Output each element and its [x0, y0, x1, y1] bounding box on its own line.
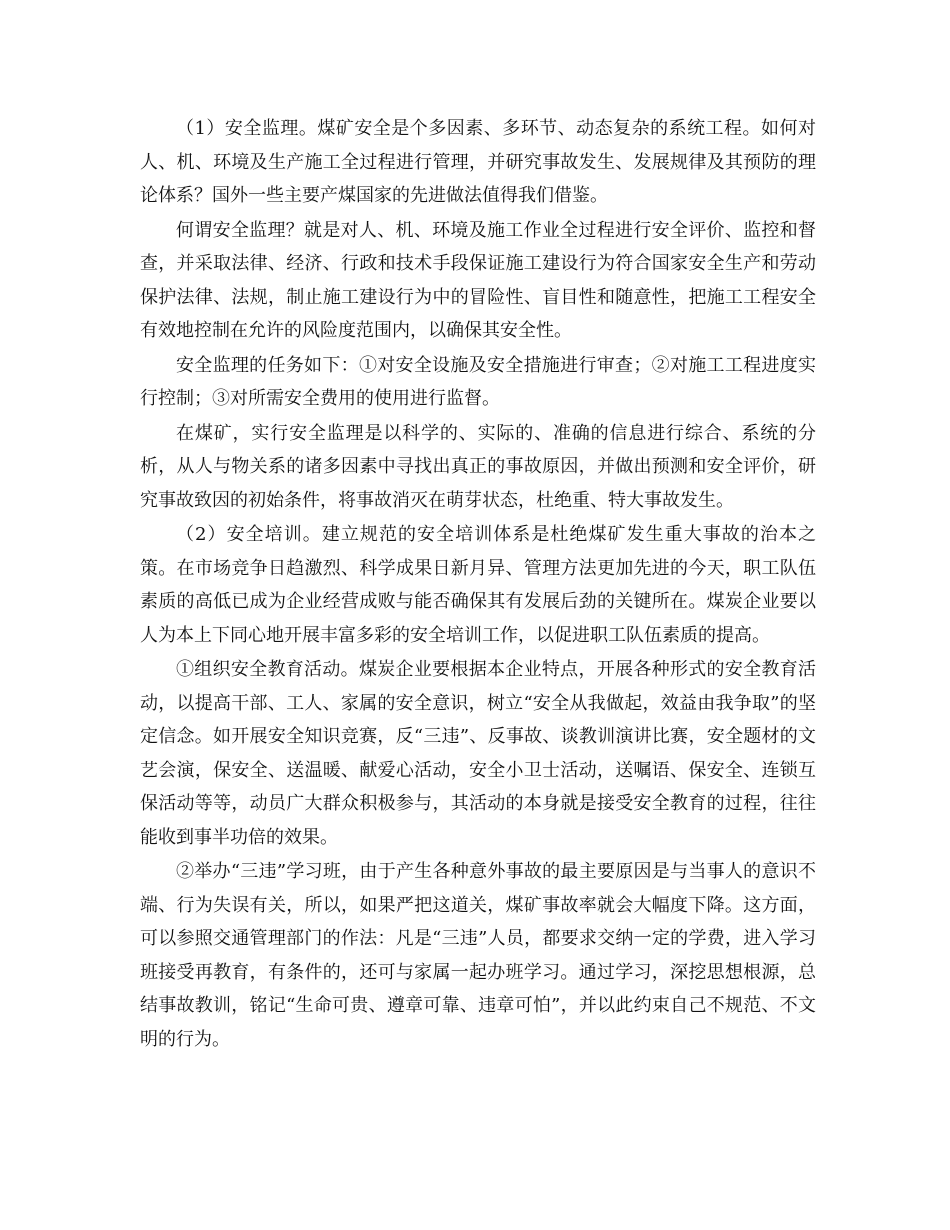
paragraph-safety-supervision-tasks: 安全监理的任务如下：①对安全设施及安全措施进行审查；②对施工工程进度实行控制；③对所需安全费用的使用进行监督。: [140, 354, 816, 409]
paragraph-safety-supervision-coal-mine: 在煤矿，实行安全监理是以科学的、实际的、准确的信息进行综合、系统的分析，从人与物关系的诸多因素中寻找出真正的事故原因，并做出预测和安全评价，研究事故致因的初始条件，将事故消灭在萌芽状态，杜绝重、特大事故发生。: [140, 422, 816, 511]
paragraph-safety-supervision-definition: 何谓安全监理？就是对人、机、环境及施工作业全过程进行安全评价、监控和督查，并采取法律、经济、行政和技术手段保证施工建设行为符合国家安全生产和劳动保护法律、法规，制止施工建设行为中的冒险性、盲目性和随意性，把施工工程安全有效地控制在允许的风险度范围内，以确保其安全性。: [140, 219, 816, 341]
document-body: [140, 112, 816, 1057]
paragraph-safety-supervision-intro: （1）安全监理。煤矿安全是个多因素、多环节、动态复杂的系统工程。如何对人、机、环境及生产施工全过程进行管理，并研究事故发生、发展规律及其预防的理论体系？国外一些主要产煤国家的先进做法值得我们借鉴。: [140, 118, 816, 206]
paragraph-safety-education-activities: ①组织安全教育活动。煤炭企业要根据本企业特点，开展各种形式的安全教育活动，以提高干部、工人、家属的安全意识，树立“安全从我做起，效益由我争取”的坚定信念。如开展安全知识竞赛，反“三违”、反事故、谈教训演讲比赛，安全题材的文艺会演，保安全、送温暖、献爱心活动，安全小卫士活动，送嘱语、保安全、连锁互保活动等等，动员广大群众积极参与，其活动的本身就是接受安全教育的过程，往往能收到事半功倍的效果。: [140, 659, 816, 848]
paragraph-three-violations-class: ②举办“三违”学习班，由于产生各种意外事故的最主要原因是与当事人的意识不端、行为失误有关，所以，如果严把这道关，煤矿事故率就会大幅度下降。这方面，可以参照交通管理部门的作法：凡是“三违”人员，都要求交纳一定的学费，进入学习班接受再教育，有条件的，还可与家属一起办班学习。通过学习，深挖思想根源，总结事故教训，铭记“生命可贵、遵章可靠、违章可怕”，并以此约束自己不规范、不文明的行为。: [140, 861, 816, 1050]
paragraph-safety-training-intro: （2）安全培训。建立规范的安全培训体系是杜绝煤矿发生重大事故的治本之策。在市场竞争日趋激烈、科学成果日新月异、管理方法更加先进的今天，职工队伍素质的高低已成为企业经营成败与能否确保其有发展后劲的关键所在。煤炭企业要以人为本上下同心地开展丰富多彩的安全培训工作，以促进职工队伍素质的提高。: [140, 524, 816, 646]
